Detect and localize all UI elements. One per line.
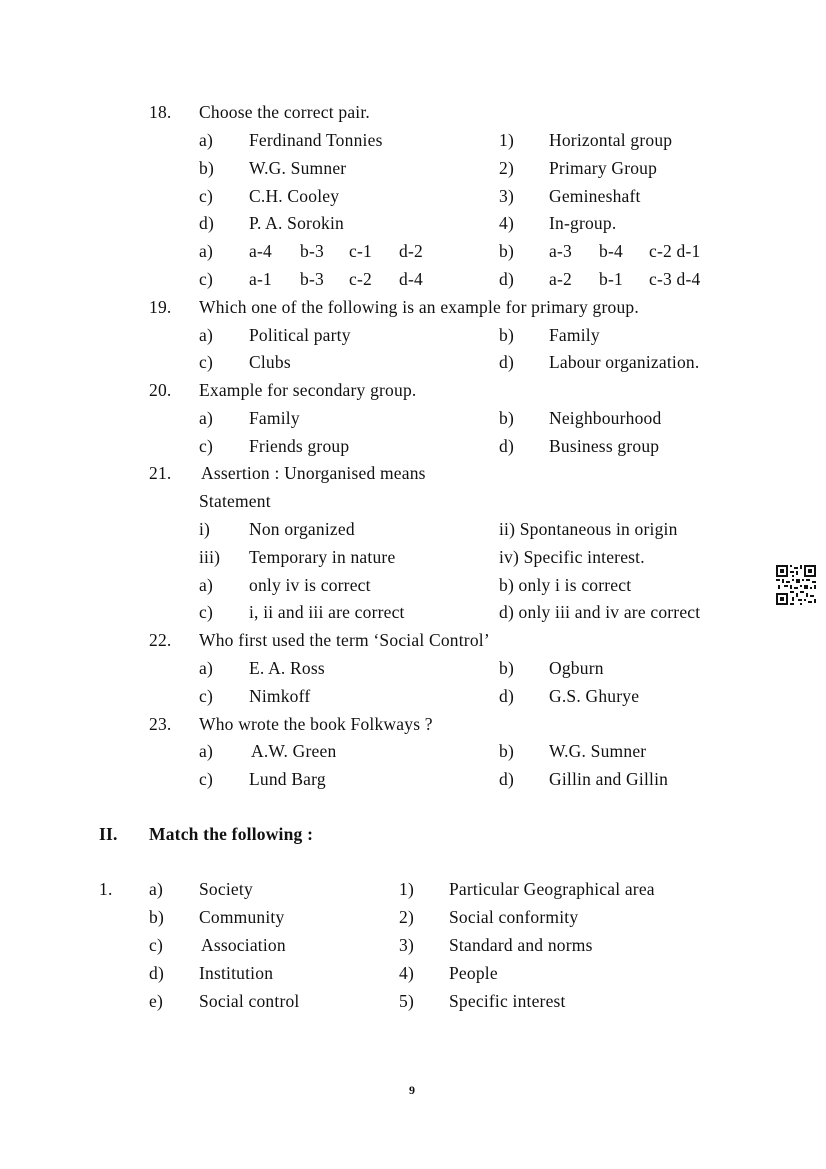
q22-option-d-label: d) [499, 686, 514, 706]
q23-option-d-label: d) [499, 769, 514, 789]
q22-option-c-text: Nimkoff [249, 686, 311, 706]
qr-code-icon [776, 565, 816, 605]
match-right-label-5: 5) [399, 991, 414, 1011]
q18-option-b-part: b-4 [599, 241, 623, 261]
q18-right-text-2: Primary Group [549, 158, 658, 178]
q23-text: Who wrote the book Folkways ? [199, 714, 433, 734]
q21-option-a-text: only iv is correct [249, 575, 371, 595]
match-right-text-2: Social conformity [449, 907, 579, 927]
q18-option-c-part: b-3 [300, 269, 324, 289]
q19-option-a-label: a) [199, 325, 213, 345]
q19-option-b-label: b) [499, 325, 514, 345]
q18-left-label-c: c) [199, 186, 213, 206]
q21-number: 21. [149, 463, 172, 483]
q20-option-d-label: d) [499, 436, 514, 456]
q22-option-c-label: c) [199, 686, 213, 706]
match-right-text-4: People [449, 963, 498, 983]
q23-option-c-text: Lund Barg [249, 769, 326, 789]
q21-option-c-label: c) [199, 602, 213, 622]
q20-option-b-text: Neighbourhood [549, 408, 662, 428]
q21-statement-label: i) [199, 519, 211, 539]
q21-text: Assertion : Unorganised means [201, 463, 426, 483]
q22-option-a-label: a) [199, 658, 213, 678]
q18-left-label-d: d) [199, 213, 214, 233]
q21-statement-text: ii) Spontaneous in origin [499, 519, 678, 539]
match-left-text-e: Social control [199, 991, 300, 1011]
match-right-text-1: Particular Geographical area [449, 879, 655, 899]
q18-option-c-part: a-1 [249, 269, 272, 289]
q18-right-label-2: 2) [499, 158, 514, 178]
q23-number: 23. [149, 714, 172, 734]
q18-option-b-label: b) [499, 241, 514, 261]
match-left-label-b: b) [149, 907, 164, 927]
q18-left-label-a: a) [199, 130, 213, 150]
q23-option-d-text: Gillin and Gillin [549, 769, 669, 789]
q18-left-label-b: b) [199, 158, 214, 178]
q18-option-b-part: a-3 [549, 241, 572, 261]
q18-option-a-label: a) [199, 241, 213, 261]
match-question-number: 1. [99, 879, 113, 899]
q19-number: 19. [149, 297, 172, 317]
q18-left-text-d: P. A. Sorokin [249, 213, 344, 233]
q22-option-b-label: b) [499, 658, 514, 678]
q19-option-c-label: c) [199, 352, 213, 372]
q19-option-b-text: Family [549, 325, 600, 345]
q20-option-a-label: a) [199, 408, 213, 428]
q18-option-c-part: c-2 [349, 269, 372, 289]
section-number: II. [99, 824, 118, 844]
q18-option-a-part: c-1 [349, 241, 372, 261]
q19-text: Which one of the following is an example for primary group. [199, 297, 639, 317]
q21-subheading: Statement [199, 491, 271, 511]
q20-option-c-label: c) [199, 436, 213, 456]
q18-right-label-1: 1) [499, 130, 514, 150]
q23-option-a-label: a) [199, 741, 213, 761]
q18-left-text-c: C.H. Cooley [249, 186, 340, 206]
q18-right-text-3: Gemineshaft [549, 186, 641, 206]
q20-text: Example for secondary group. [199, 380, 417, 400]
q22-option-a-text: E. A. Ross [249, 658, 325, 678]
q23-option-b-label: b) [499, 741, 514, 761]
match-right-label-3: 3) [399, 935, 414, 955]
q22-option-d-text: G.S. Ghurye [549, 686, 640, 706]
q18-text: Choose the correct pair. [199, 102, 370, 122]
q22-text: Who first used the term ‘Social Control’ [199, 630, 490, 650]
q20-option-b-label: b) [499, 408, 514, 428]
q20-option-a-text: Family [249, 408, 300, 428]
q19-option-c-text: Clubs [249, 352, 291, 372]
q21-option-a-label: a) [199, 575, 213, 595]
match-right-label-4: 4) [399, 963, 414, 983]
q18-option-a-part: a-4 [249, 241, 272, 261]
q20-option-d-text: Business group [549, 436, 660, 456]
q18-option-d-label: d) [499, 269, 514, 289]
q19-option-d-label: d) [499, 352, 514, 372]
q18-left-text-a: Ferdinand Tonnies [249, 130, 383, 150]
q18-option-b-part: c-2 d-1 [649, 241, 701, 261]
match-right-text-3: Standard and norms [449, 935, 593, 955]
q18-right-text-4: In-group. [549, 213, 617, 233]
q21-statement-text: iv) Specific interest. [499, 547, 645, 567]
match-left-label-d: d) [149, 963, 164, 983]
q18-number: 18. [149, 102, 172, 122]
q21-statement-text: Temporary in nature [249, 547, 396, 567]
q18-option-d-part: b-1 [599, 269, 623, 289]
q21-option-c-text: i, ii and iii are correct [249, 602, 405, 622]
q18-option-d-part: a-2 [549, 269, 572, 289]
q18-right-label-3: 3) [499, 186, 514, 206]
q18-right-label-4: 4) [499, 213, 514, 233]
q22-number: 22. [149, 630, 172, 650]
match-right-label-2: 2) [399, 907, 414, 927]
q18-option-c-label: c) [199, 269, 213, 289]
match-left-label-a: a) [149, 879, 163, 899]
q21-option-b-text: b) only i is correct [499, 575, 632, 595]
section-title: Match the following : [149, 824, 314, 844]
q20-number: 20. [149, 380, 172, 400]
q18-option-c-part: d-4 [399, 269, 423, 289]
page-number: 9 [409, 1083, 415, 1097]
q20-option-c-text: Friends group [249, 436, 350, 456]
q21-statement-label: iii) [199, 547, 221, 567]
q18-left-text-b: W.G. Sumner [249, 158, 347, 178]
match-left-label-c: c) [149, 935, 163, 955]
q19-option-d-text: Labour organization. [549, 352, 700, 372]
match-left-label-e: e) [149, 991, 163, 1011]
q21-statement-text: Non organized [249, 519, 355, 539]
match-left-text-c: Association [201, 935, 286, 955]
match-left-text-b: Community [199, 907, 285, 927]
q23-option-c-label: c) [199, 769, 213, 789]
q18-option-d-part: c-3 d-4 [649, 269, 701, 289]
match-left-text-d: Institution [199, 963, 274, 983]
match-right-label-1: 1) [399, 879, 414, 899]
q18-option-a-part: d-2 [399, 241, 423, 261]
q18-right-text-1: Horizontal group [549, 130, 673, 150]
q23-option-a-text: A.W. Green [251, 741, 337, 761]
q21-option-d-text: d) only iii and iv are correct [499, 602, 701, 622]
match-right-text-5: Specific interest [449, 991, 566, 1011]
q18-option-a-part: b-3 [300, 241, 324, 261]
q19-option-a-text: Political party [249, 325, 351, 345]
q23-option-b-text: W.G. Sumner [549, 741, 647, 761]
q22-option-b-text: Ogburn [549, 658, 604, 678]
match-left-text-a: Society [199, 879, 253, 899]
